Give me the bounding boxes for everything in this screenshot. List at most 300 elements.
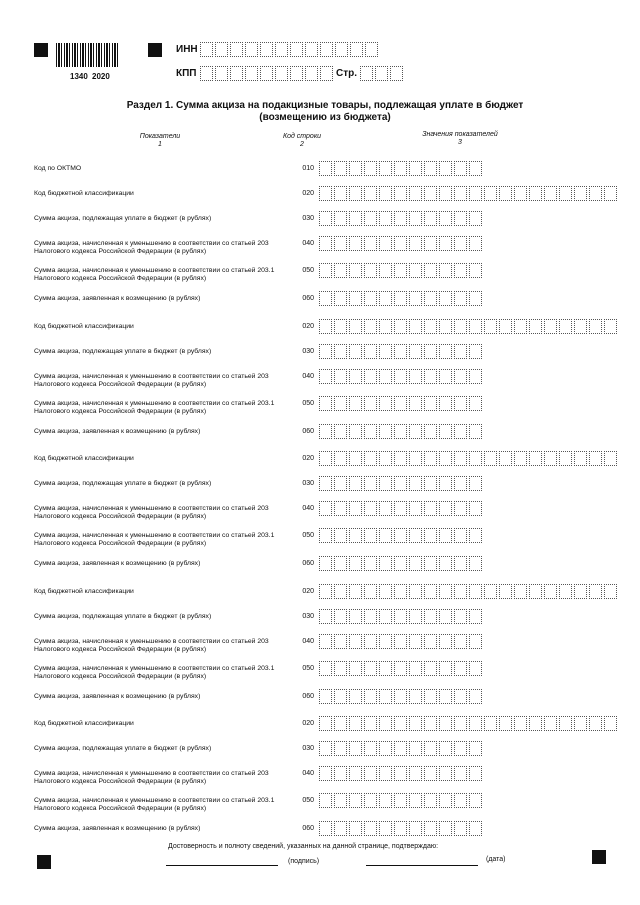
row-value-cells-030[interactable] — [319, 344, 484, 359]
value-cell[interactable] — [469, 344, 482, 359]
value-cell[interactable] — [394, 609, 407, 624]
value-cell[interactable] — [379, 186, 392, 201]
inn-cell[interactable] — [305, 42, 318, 57]
inn-cell[interactable] — [215, 42, 228, 57]
value-cell[interactable] — [349, 689, 362, 704]
value-cell[interactable] — [454, 396, 467, 411]
value-cell[interactable] — [574, 319, 587, 334]
value-cell[interactable] — [334, 501, 347, 516]
value-cell[interactable] — [604, 716, 617, 731]
value-cell[interactable] — [364, 766, 377, 781]
value-cell[interactable] — [349, 556, 362, 571]
value-cell[interactable] — [319, 821, 332, 836]
value-cell[interactable] — [424, 319, 437, 334]
page-cell[interactable] — [360, 66, 373, 81]
row-value-cells-060[interactable] — [319, 821, 484, 836]
value-cell[interactable] — [349, 396, 362, 411]
value-cell[interactable] — [604, 319, 617, 334]
value-cell[interactable] — [454, 584, 467, 599]
value-cell[interactable] — [424, 451, 437, 466]
value-cell[interactable] — [469, 793, 482, 808]
value-cell[interactable] — [379, 793, 392, 808]
row-value-cells-050[interactable] — [319, 661, 484, 676]
value-cell[interactable] — [469, 291, 482, 306]
value-cell[interactable] — [469, 161, 482, 176]
value-cell[interactable] — [454, 793, 467, 808]
value-cell[interactable] — [394, 424, 407, 439]
page-cell[interactable] — [390, 66, 403, 81]
value-cell[interactable] — [334, 793, 347, 808]
row-value-cells-050[interactable] — [319, 528, 484, 543]
value-cell[interactable] — [349, 263, 362, 278]
value-cell[interactable] — [514, 186, 527, 201]
value-cell[interactable] — [409, 369, 422, 384]
value-cell[interactable] — [484, 716, 497, 731]
value-cell[interactable] — [454, 319, 467, 334]
value-cell[interactable] — [409, 344, 422, 359]
value-cell[interactable] — [499, 716, 512, 731]
value-cell[interactable] — [394, 319, 407, 334]
value-cell[interactable] — [574, 186, 587, 201]
value-cell[interactable] — [514, 716, 527, 731]
value-cell[interactable] — [364, 161, 377, 176]
kpp-cell[interactable] — [320, 66, 333, 81]
row-value-cells-020[interactable] — [319, 186, 619, 201]
kpp-cell[interactable] — [260, 66, 273, 81]
value-cell[interactable] — [469, 821, 482, 836]
inn-cell[interactable] — [335, 42, 348, 57]
value-cell[interactable] — [409, 556, 422, 571]
value-cell[interactable] — [469, 396, 482, 411]
value-cell[interactable] — [379, 689, 392, 704]
value-cell[interactable] — [529, 451, 542, 466]
value-cell[interactable] — [559, 186, 572, 201]
row-value-cells-030[interactable] — [319, 211, 484, 226]
value-cell[interactable] — [319, 661, 332, 676]
row-value-cells-040[interactable] — [319, 236, 484, 251]
value-cell[interactable] — [469, 528, 482, 543]
value-cell[interactable] — [364, 451, 377, 466]
value-cell[interactable] — [334, 186, 347, 201]
value-cell[interactable] — [454, 741, 467, 756]
value-cell[interactable] — [409, 319, 422, 334]
value-cell[interactable] — [424, 396, 437, 411]
value-cell[interactable] — [424, 634, 437, 649]
value-cell[interactable] — [394, 741, 407, 756]
value-cell[interactable] — [469, 263, 482, 278]
value-cell[interactable] — [409, 793, 422, 808]
page-cells[interactable] — [360, 66, 405, 81]
value-cell[interactable] — [439, 161, 452, 176]
value-cell[interactable] — [364, 634, 377, 649]
value-cell[interactable] — [499, 584, 512, 599]
value-cell[interactable] — [379, 584, 392, 599]
value-cell[interactable] — [334, 556, 347, 571]
value-cell[interactable] — [349, 291, 362, 306]
value-cell[interactable] — [349, 344, 362, 359]
value-cell[interactable] — [454, 556, 467, 571]
value-cell[interactable] — [379, 291, 392, 306]
value-cell[interactable] — [364, 501, 377, 516]
value-cell[interactable] — [409, 609, 422, 624]
value-cell[interactable] — [349, 501, 362, 516]
value-cell[interactable] — [439, 528, 452, 543]
value-cell[interactable] — [409, 716, 422, 731]
value-cell[interactable] — [364, 424, 377, 439]
value-cell[interactable] — [439, 396, 452, 411]
value-cell[interactable] — [379, 556, 392, 571]
value-cell[interactable] — [439, 236, 452, 251]
value-cell[interactable] — [424, 584, 437, 599]
value-cell[interactable] — [439, 689, 452, 704]
value-cell[interactable] — [364, 319, 377, 334]
value-cell[interactable] — [469, 424, 482, 439]
value-cell[interactable] — [349, 476, 362, 491]
inn-cell[interactable] — [230, 42, 243, 57]
value-cell[interactable] — [349, 528, 362, 543]
value-cell[interactable] — [319, 396, 332, 411]
value-cell[interactable] — [394, 766, 407, 781]
value-cell[interactable] — [439, 741, 452, 756]
value-cell[interactable] — [409, 424, 422, 439]
value-cell[interactable] — [364, 661, 377, 676]
value-cell[interactable] — [529, 584, 542, 599]
value-cell[interactable] — [589, 319, 602, 334]
value-cell[interactable] — [379, 344, 392, 359]
value-cell[interactable] — [394, 661, 407, 676]
value-cell[interactable] — [379, 501, 392, 516]
value-cell[interactable] — [409, 584, 422, 599]
value-cell[interactable] — [334, 741, 347, 756]
value-cell[interactable] — [319, 528, 332, 543]
value-cell[interactable] — [319, 609, 332, 624]
value-cell[interactable] — [424, 716, 437, 731]
value-cell[interactable] — [349, 369, 362, 384]
value-cell[interactable] — [364, 396, 377, 411]
value-cell[interactable] — [364, 186, 377, 201]
value-cell[interactable] — [469, 634, 482, 649]
value-cell[interactable] — [514, 584, 527, 599]
value-cell[interactable] — [439, 821, 452, 836]
value-cell[interactable] — [439, 319, 452, 334]
value-cell[interactable] — [469, 476, 482, 491]
value-cell[interactable] — [544, 319, 557, 334]
value-cell[interactable] — [319, 741, 332, 756]
value-cell[interactable] — [424, 661, 437, 676]
value-cell[interactable] — [469, 661, 482, 676]
value-cell[interactable] — [454, 369, 467, 384]
value-cell[interactable] — [319, 451, 332, 466]
value-cell[interactable] — [334, 161, 347, 176]
row-value-cells-060[interactable] — [319, 424, 484, 439]
value-cell[interactable] — [319, 186, 332, 201]
value-cell[interactable] — [544, 716, 557, 731]
value-cell[interactable] — [394, 689, 407, 704]
value-cell[interactable] — [469, 211, 482, 226]
value-cell[interactable] — [364, 609, 377, 624]
value-cell[interactable] — [409, 451, 422, 466]
value-cell[interactable] — [349, 186, 362, 201]
value-cell[interactable] — [409, 634, 422, 649]
kpp-cell[interactable] — [215, 66, 228, 81]
value-cell[interactable] — [424, 609, 437, 624]
row-value-cells-030[interactable] — [319, 476, 484, 491]
value-cell[interactable] — [349, 609, 362, 624]
value-cell[interactable] — [379, 424, 392, 439]
value-cell[interactable] — [379, 821, 392, 836]
value-cell[interactable] — [469, 689, 482, 704]
value-cell[interactable] — [499, 186, 512, 201]
value-cell[interactable] — [334, 396, 347, 411]
value-cell[interactable] — [604, 584, 617, 599]
value-cell[interactable] — [484, 319, 497, 334]
value-cell[interactable] — [394, 821, 407, 836]
value-cell[interactable] — [454, 186, 467, 201]
value-cell[interactable] — [364, 369, 377, 384]
value-cell[interactable] — [424, 766, 437, 781]
value-cell[interactable] — [319, 766, 332, 781]
value-cell[interactable] — [334, 476, 347, 491]
value-cell[interactable] — [319, 263, 332, 278]
value-cell[interactable] — [469, 556, 482, 571]
value-cell[interactable] — [394, 396, 407, 411]
value-cell[interactable] — [424, 369, 437, 384]
value-cell[interactable] — [409, 766, 422, 781]
value-cell[interactable] — [394, 584, 407, 599]
value-cell[interactable] — [394, 451, 407, 466]
value-cell[interactable] — [439, 424, 452, 439]
value-cell[interactable] — [409, 661, 422, 676]
value-cell[interactable] — [589, 584, 602, 599]
value-cell[interactable] — [334, 424, 347, 439]
value-cell[interactable] — [469, 501, 482, 516]
value-cell[interactable] — [424, 236, 437, 251]
value-cell[interactable] — [379, 451, 392, 466]
value-cell[interactable] — [334, 369, 347, 384]
date-line[interactable] — [366, 865, 478, 866]
value-cell[interactable] — [394, 369, 407, 384]
value-cell[interactable] — [349, 211, 362, 226]
value-cell[interactable] — [424, 161, 437, 176]
value-cell[interactable] — [379, 528, 392, 543]
value-cell[interactable] — [394, 211, 407, 226]
value-cell[interactable] — [334, 291, 347, 306]
kpp-cell[interactable] — [230, 66, 243, 81]
value-cell[interactable] — [349, 741, 362, 756]
value-cell[interactable] — [319, 556, 332, 571]
value-cell[interactable] — [439, 263, 452, 278]
value-cell[interactable] — [454, 609, 467, 624]
value-cell[interactable] — [454, 236, 467, 251]
value-cell[interactable] — [379, 609, 392, 624]
value-cell[interactable] — [379, 766, 392, 781]
kpp-cell[interactable] — [290, 66, 303, 81]
value-cell[interactable] — [349, 793, 362, 808]
value-cell[interactable] — [424, 344, 437, 359]
value-cell[interactable] — [439, 369, 452, 384]
value-cell[interactable] — [514, 319, 527, 334]
value-cell[interactable] — [364, 793, 377, 808]
value-cell[interactable] — [349, 424, 362, 439]
value-cell[interactable] — [394, 263, 407, 278]
value-cell[interactable] — [544, 186, 557, 201]
value-cell[interactable] — [424, 424, 437, 439]
value-cell[interactable] — [439, 793, 452, 808]
value-cell[interactable] — [379, 236, 392, 251]
row-value-cells-060[interactable] — [319, 291, 484, 306]
value-cell[interactable] — [394, 501, 407, 516]
value-cell[interactable] — [469, 766, 482, 781]
value-cell[interactable] — [364, 236, 377, 251]
value-cell[interactable] — [544, 584, 557, 599]
row-value-cells-050[interactable] — [319, 793, 484, 808]
value-cell[interactable] — [379, 741, 392, 756]
value-cell[interactable] — [439, 556, 452, 571]
row-value-cells-060[interactable] — [319, 689, 484, 704]
value-cell[interactable] — [319, 584, 332, 599]
value-cell[interactable] — [589, 186, 602, 201]
value-cell[interactable] — [349, 821, 362, 836]
value-cell[interactable] — [574, 584, 587, 599]
value-cell[interactable] — [439, 634, 452, 649]
value-cell[interactable] — [409, 291, 422, 306]
value-cell[interactable] — [589, 716, 602, 731]
value-cell[interactable] — [424, 501, 437, 516]
value-cell[interactable] — [394, 528, 407, 543]
value-cell[interactable] — [364, 584, 377, 599]
row-value-cells-010[interactable] — [319, 161, 484, 176]
value-cell[interactable] — [529, 716, 542, 731]
value-cell[interactable] — [394, 186, 407, 201]
value-cell[interactable] — [469, 741, 482, 756]
value-cell[interactable] — [454, 291, 467, 306]
value-cell[interactable] — [364, 263, 377, 278]
value-cell[interactable] — [409, 211, 422, 226]
value-cell[interactable] — [349, 319, 362, 334]
value-cell[interactable] — [454, 766, 467, 781]
row-value-cells-040[interactable] — [319, 766, 484, 781]
value-cell[interactable] — [409, 236, 422, 251]
value-cell[interactable] — [409, 476, 422, 491]
value-cell[interactable] — [514, 451, 527, 466]
value-cell[interactable] — [349, 661, 362, 676]
value-cell[interactable] — [424, 821, 437, 836]
value-cell[interactable] — [424, 263, 437, 278]
value-cell[interactable] — [559, 584, 572, 599]
kpp-cell[interactable] — [200, 66, 213, 81]
kpp-cell[interactable] — [275, 66, 288, 81]
value-cell[interactable] — [364, 211, 377, 226]
value-cell[interactable] — [424, 793, 437, 808]
kpp-cell[interactable] — [245, 66, 258, 81]
value-cell[interactable] — [379, 319, 392, 334]
inn-cell[interactable] — [320, 42, 333, 57]
row-value-cells-060[interactable] — [319, 556, 484, 571]
value-cell[interactable] — [424, 291, 437, 306]
value-cell[interactable] — [394, 161, 407, 176]
kpp-cells[interactable] — [200, 66, 335, 81]
value-cell[interactable] — [364, 821, 377, 836]
value-cell[interactable] — [439, 211, 452, 226]
value-cell[interactable] — [424, 689, 437, 704]
value-cell[interactable] — [439, 291, 452, 306]
value-cell[interactable] — [454, 501, 467, 516]
value-cell[interactable] — [409, 501, 422, 516]
value-cell[interactable] — [319, 793, 332, 808]
value-cell[interactable] — [334, 528, 347, 543]
row-value-cells-040[interactable] — [319, 501, 484, 516]
value-cell[interactable] — [349, 766, 362, 781]
value-cell[interactable] — [454, 528, 467, 543]
value-cell[interactable] — [349, 161, 362, 176]
value-cell[interactable] — [349, 716, 362, 731]
value-cell[interactable] — [454, 476, 467, 491]
value-cell[interactable] — [319, 716, 332, 731]
value-cell[interactable] — [454, 344, 467, 359]
value-cell[interactable] — [454, 689, 467, 704]
value-cell[interactable] — [469, 369, 482, 384]
value-cell[interactable] — [454, 716, 467, 731]
kpp-cell[interactable] — [305, 66, 318, 81]
value-cell[interactable] — [439, 186, 452, 201]
value-cell[interactable] — [394, 556, 407, 571]
value-cell[interactable] — [439, 584, 452, 599]
signature-line[interactable] — [166, 865, 278, 866]
value-cell[interactable] — [469, 716, 482, 731]
value-cell[interactable] — [469, 319, 482, 334]
value-cell[interactable] — [424, 741, 437, 756]
value-cell[interactable] — [439, 766, 452, 781]
value-cell[interactable] — [334, 689, 347, 704]
inn-cell[interactable] — [275, 42, 288, 57]
value-cell[interactable] — [484, 186, 497, 201]
value-cell[interactable] — [439, 476, 452, 491]
value-cell[interactable] — [334, 661, 347, 676]
value-cell[interactable] — [454, 211, 467, 226]
value-cell[interactable] — [439, 661, 452, 676]
value-cell[interactable] — [439, 344, 452, 359]
inn-cell[interactable] — [200, 42, 213, 57]
page-cell[interactable] — [375, 66, 388, 81]
value-cell[interactable] — [364, 476, 377, 491]
inn-cell[interactable] — [245, 42, 258, 57]
value-cell[interactable] — [379, 161, 392, 176]
value-cell[interactable] — [499, 319, 512, 334]
value-cell[interactable] — [604, 186, 617, 201]
value-cell[interactable] — [379, 634, 392, 649]
value-cell[interactable] — [394, 793, 407, 808]
value-cell[interactable] — [334, 766, 347, 781]
value-cell[interactable] — [319, 344, 332, 359]
value-cell[interactable] — [409, 821, 422, 836]
value-cell[interactable] — [424, 528, 437, 543]
value-cell[interactable] — [439, 716, 452, 731]
value-cell[interactable] — [439, 501, 452, 516]
value-cell[interactable] — [334, 211, 347, 226]
inn-cells[interactable] — [200, 42, 380, 57]
value-cell[interactable] — [454, 821, 467, 836]
value-cell[interactable] — [484, 451, 497, 466]
value-cell[interactable] — [349, 584, 362, 599]
value-cell[interactable] — [409, 396, 422, 411]
value-cell[interactable] — [334, 609, 347, 624]
value-cell[interactable] — [319, 476, 332, 491]
value-cell[interactable] — [364, 689, 377, 704]
value-cell[interactable] — [529, 319, 542, 334]
value-cell[interactable] — [334, 263, 347, 278]
value-cell[interactable] — [454, 661, 467, 676]
value-cell[interactable] — [334, 821, 347, 836]
